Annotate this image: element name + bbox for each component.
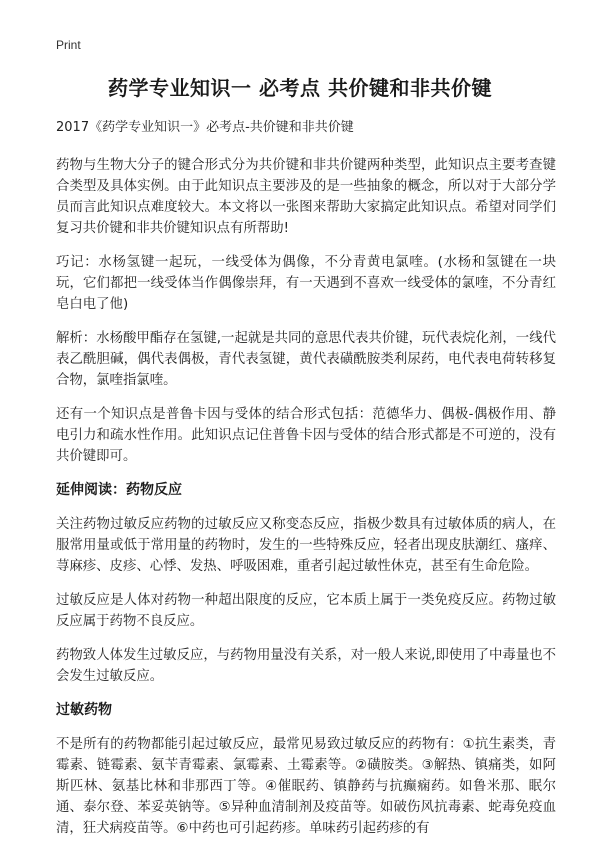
mnemonic-paragraph: 巧记：水杨氢键一起玩，一线受体为偶像，不分青黄电氯喹。(水杨和氢键在一块玩，它们都把一线受体当作偶像崇拜，有一天遇到不喜欢一线受体的氯喹，不分青红皂白电了他) [56,255,556,312]
document-subtitle: 2017《药学专业知识一》必考点-共价键和非共价键 [56,120,354,135]
section-heading-drug-reaction: 延伸阅读：药物反应 [56,482,182,498]
page-title: 药学专业知识一 必考点 共价键和非共价键 [108,76,492,100]
allergenic-drugs-paragraph: 不是所有的药物都能引起过敏反应，最常见易致过敏反应的药物有：①抗生素类，青霉素、链霉素、氨苄青霉素、氯霉素、土霉素等。②磺胺类。③解热、镇痛类，如阿斯匹林、氨基比林和非那西丁等。④催眠药、镇静药与抗癫痫药。如鲁米那、眠尔通、泰尔登、苯妥英钠等。⑤异种血清制剂及疫苗等。如破伤风抗毒素、蛇毒免疫血清，狂犬病疫苗等。⑥中药也可引起药疹。单味药引起药疹的有 [56,737,556,836]
allergy-dose-paragraph: 药物致人体发生过敏反应，与药物用量没有关系，对一般人来说,即使用了中毒量也不会发生过敏反应。 [56,648,556,684]
document-body [56,118,556,852]
intro-paragraph: 药物与生物大分子的键合形式分为共价键和非共价键两种类型，此知识点主要考查键合类型及具体实例。由于此知识点主要涉及的是一些抽象的概念，所以对于大部分学员而言此知识点难度较大。本文将以一张图来帮助大家搞定此知识点。希望对同学们复习共价键和非共价键知识点有所帮助! [56,158,556,236]
print-label[interactable]: Print [56,38,81,52]
allergy-paragraph: 关注药物过敏反应药物的过敏反应又称变态反应，指极少数具有过敏体质的病人，在服常用量或低于常用量的药物时，发生的一些特殊反应，轻者出现皮肤潮红、瘙痒、荨麻疹、皮疹、心悸、发热、呼吸困难，重者引起过敏性休克，甚至有生命危险。 [56,517,556,574]
procaine-paragraph: 还有一个知识点是普鲁卡因与受体的结合形式包括：范德华力、偶极-偶极作用、静电引力和疏水性作用。此知识点记住普鲁卡因与受体的结合形式都是不可逆的，没有共价键即可。 [56,407,556,464]
allergy-nature-paragraph: 过敏反应是人体对药物一种超出限度的反应，它本质上属于一类免疫反应。药物过敏反应属于药物不良反应。 [56,593,556,629]
analysis-paragraph: 解析：水杨酸甲酯存在氢键,一起就是共同的意思代表共价键，玩代表烷化剂，一线代表乙酰胆碱，偶代表偶极，青代表氢键，黄代表磺酰胺类利尿药，电代表电荷转移复合物，氯喹指氯喹。 [56,331,556,388]
section-heading-allergenic-drugs: 过敏药物 [56,702,112,718]
